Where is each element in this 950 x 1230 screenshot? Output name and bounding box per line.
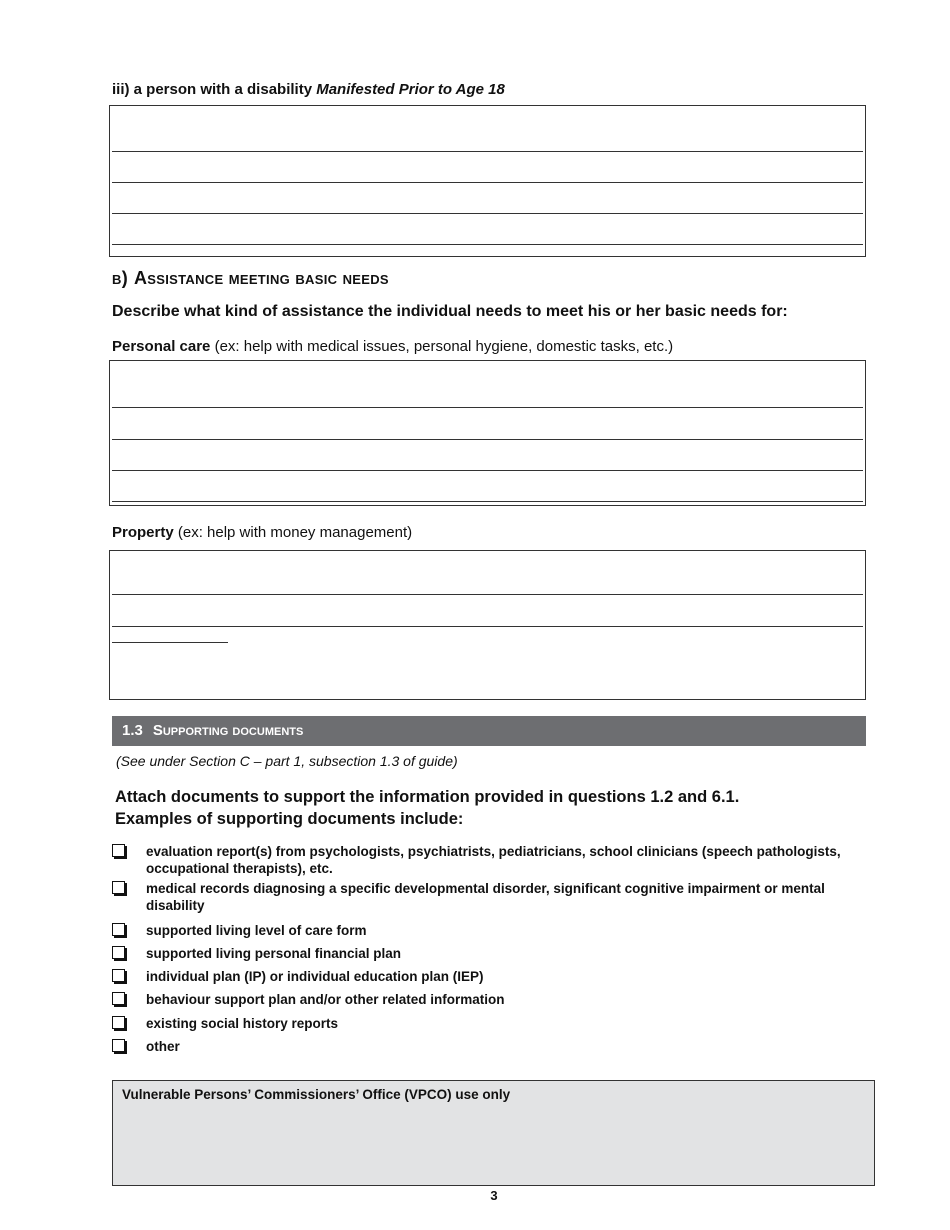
answer-line — [112, 626, 863, 627]
question-iii-label — [112, 81, 505, 98]
section-1-3-header — [112, 716, 866, 746]
checkbox-evaluation-reports[interactable] — [112, 844, 125, 857]
checklist-item-medical-records — [112, 880, 862, 922]
checkbox-behaviour-support-plan[interactable] — [112, 992, 125, 1005]
question-iii-emphasis: Manifested Prior to Age 18 — [316, 81, 505, 98]
answer-line — [112, 244, 863, 245]
vpco-use-only-label: Vulnerable Persons’ Commissioners’ Office (VPCO) use only — [122, 1087, 511, 1102]
answer-line — [112, 213, 863, 214]
checklist-item-label: existing social history reports — [146, 1016, 339, 1031]
page-number: 3 — [490, 1188, 498, 1203]
checklist-item-label: behaviour support plan and/or other related information — [146, 992, 505, 1007]
attach-instruction-line2: Examples of supporting documents include: — [115, 810, 464, 828]
personal-care-title: Personal care — [112, 338, 211, 355]
section-b-letter: b) — [112, 268, 128, 288]
section-1-3-title: Supporting documents — [152, 722, 304, 739]
checklist-item-evaluation-reports — [112, 843, 862, 880]
answer-line — [112, 501, 863, 502]
vpco-use-only-box — [112, 1080, 875, 1186]
checkbox-other[interactable] — [112, 1039, 125, 1052]
checklist-item-label: supported living personal financial plan — [146, 946, 402, 961]
checkbox-financial-plan[interactable] — [112, 946, 125, 959]
checklist-item-label: other — [146, 1039, 180, 1054]
section-b-heading — [112, 268, 389, 289]
checklist-item-behaviour-support-plan — [112, 991, 862, 1015]
checklist-item-social-history-reports — [112, 1015, 862, 1038]
supporting-documents-checklist — [112, 843, 862, 1058]
guide-reference-note: (See under Section C – part 1, subsection 1.3 of guide) — [116, 753, 458, 769]
question-iii-answer-box[interactable] — [109, 105, 866, 257]
section-1-3-number: 1.3 — [122, 722, 143, 739]
answer-line-short — [112, 642, 228, 643]
section-b-title: Assistance meeting basic needs — [133, 268, 389, 288]
property-answer-box[interactable] — [109, 550, 866, 700]
answer-line — [112, 407, 863, 408]
checklist-item-other — [112, 1038, 862, 1058]
checkbox-social-history-reports[interactable] — [112, 1016, 125, 1029]
checklist-item-label: supported living level of care form — [146, 923, 367, 938]
checklist-item-label: evaluation report(s) from psychologists, psychiatrists, pediatricians, school clinicians (speech pathologists, occupational therapists), etc. — [146, 844, 841, 876]
property-hint: (ex: help with money management) — [173, 524, 413, 541]
checkbox-medical-records[interactable] — [112, 881, 125, 894]
property-label — [112, 524, 412, 541]
answer-line — [112, 594, 863, 595]
personal-care-label — [112, 338, 673, 355]
question-iii-prefix: iii) a person with a disability — [112, 81, 317, 98]
checklist-item-individual-plan — [112, 968, 862, 991]
answer-line — [112, 151, 863, 152]
property-title: Property — [112, 524, 174, 541]
checkbox-level-of-care-form[interactable] — [112, 923, 125, 936]
checklist-item-level-of-care-form — [112, 922, 862, 945]
attach-instruction — [115, 786, 739, 830]
checkbox-individual-plan[interactable] — [112, 969, 125, 982]
personal-care-hint: (ex: help with medical issues, personal hygiene, domestic tasks, etc.) — [210, 338, 674, 355]
attach-instruction-line1: Attach documents to support the information provided in questions 1.2 and 6.1. — [115, 788, 740, 806]
answer-line — [112, 182, 863, 183]
section-b-instruction: Describe what kind of assistance the individual needs to meet his or her basic needs for: — [112, 303, 788, 320]
personal-care-answer-box[interactable] — [109, 360, 866, 506]
checklist-item-financial-plan — [112, 945, 862, 968]
answer-line — [112, 470, 863, 471]
checklist-item-label: medical records diagnosing a specific developmental disorder, significant cognitive impairment or mental disability — [146, 881, 825, 913]
checklist-item-label: individual plan (IP) or individual education plan (IEP) — [146, 969, 484, 984]
answer-line — [112, 439, 863, 440]
